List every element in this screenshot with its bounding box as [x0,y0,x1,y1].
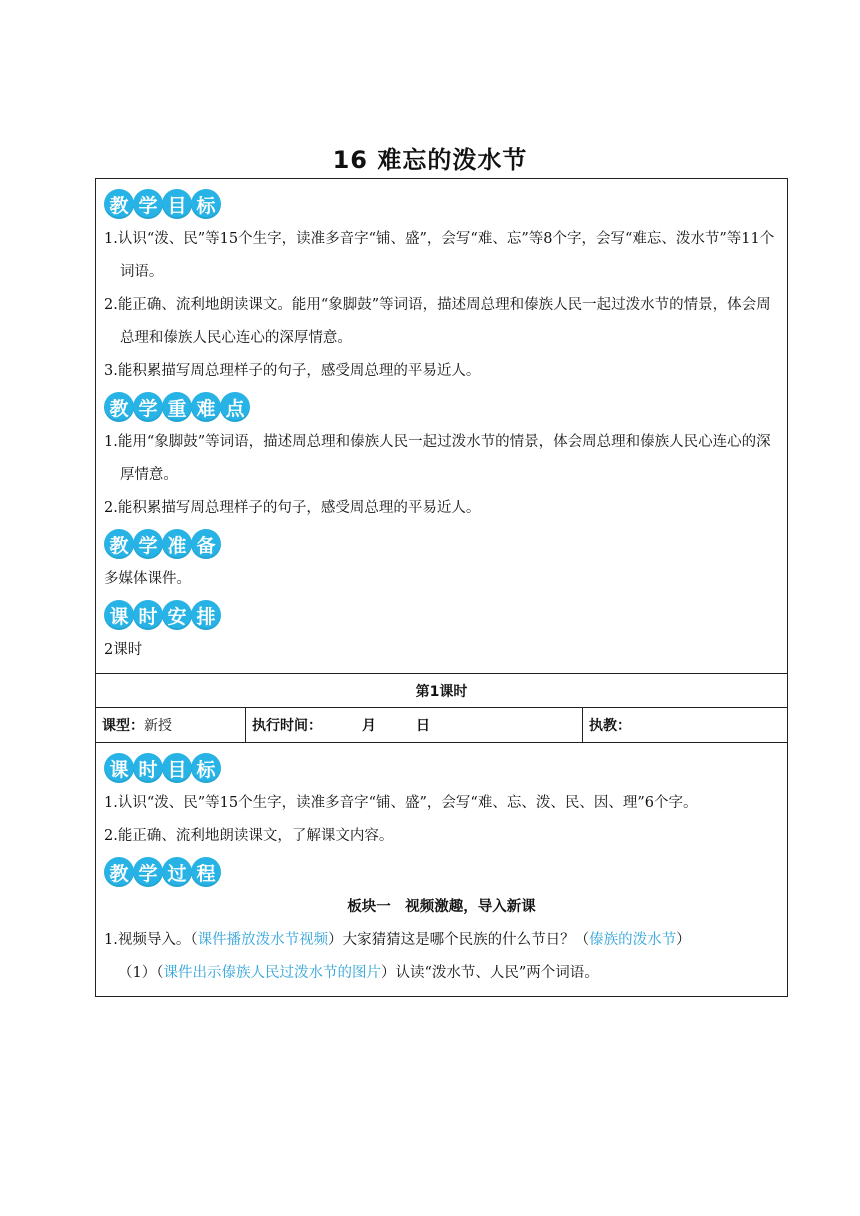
badge-preparation [104,527,779,561]
badge-character: 难 [191,392,221,422]
key-point-item: 1.能用“象脚鼓”等词语，描述周总理和傣族人民一起过泼水节的情景，体会周总理和傣族人民心连心的深厚情意。 [104,434,771,483]
badge-character: 教 [104,392,134,422]
badge-character: 标 [191,189,221,219]
schedule-text: 2课时 [104,642,143,658]
month-label: 月 [362,718,376,734]
day-label: 日 [416,718,430,734]
lesson-type-value: 新授 [144,718,172,734]
badge-character: 学 [133,189,163,219]
lesson-plan-table [95,178,788,997]
process-step-1: 1.视频导入。（课件播放泼水节视频）大家猜猜这是哪个民族的什么节日？（傣族的泼水节） [104,932,691,948]
badge-character: 标 [191,753,221,783]
lesson-goal-item: 1.认识“泼、民”等15个生字，读准多音字“铺、盛”，会写“难、忘、泼、民、因、理”6个字。 [104,795,698,811]
teacher-cell [582,708,787,742]
execution-time-cell [245,708,582,742]
badge-character: 教 [104,189,134,219]
lesson-goal-item: 2.能正确、流利地朗读课文，了解课文内容。 [104,828,394,844]
key-point-item: 2.能积累描写周总理样子的句子，感受周总理的平易近人。 [104,500,481,516]
goal-item: 2.能正确、流利地朗读课文。能用“象脚鼓”等词语，描述周总理和傣族人民一起过泼水节的情景，体会周总理和傣族人民心连心的深厚情意。 [104,297,771,346]
goal-item: 3.能积累描写周总理样子的句子，感受周总理的平易近人。 [104,363,481,379]
badge-character: 备 [191,529,221,559]
lesson-heading: 第1课时 [96,673,787,707]
goal-item: 1.认识“泼、民”等15个生字，读准多音字“铺、盛”，会写“难、忘”等8个字，会写“难忘、泼水节”等11个词语。 [104,231,775,280]
badge-character: 安 [162,600,192,630]
badge-character: 学 [133,392,163,422]
lesson-section [96,742,787,996]
badge-character: 目 [162,189,192,219]
process-step-1-1: （1）（课件出示傣族人民过泼水节的图片）认读“泼水节、人民”两个词语。 [118,965,599,981]
badge-character: 准 [162,529,192,559]
lesson-type-label: 课型： [102,718,144,734]
badge-character: 时 [133,600,163,630]
lesson-type-cell [96,708,245,742]
badge-character: 课 [104,600,134,630]
badge-character: 排 [191,600,221,630]
badge-character: 目 [162,753,192,783]
badge-character: 教 [104,529,134,559]
page-title: 16 难忘的泼水节 [332,146,528,174]
overview-section [96,179,787,673]
badge-teaching-goals [104,187,779,221]
badge-character: 过 [162,857,192,887]
badge-character: 教 [104,857,134,887]
badge-character: 课 [104,753,134,783]
badge-character: 程 [191,857,221,887]
teacher-label: 执教： [589,718,631,734]
badge-character: 重 [162,392,192,422]
lesson-meta-row [96,707,787,742]
block-title: 板块一 视频激趣，导入新课 [347,899,536,915]
badge-key-points [104,390,779,424]
badge-teaching-process [104,855,779,889]
badge-character: 学 [133,529,163,559]
badge-lesson-goals [104,751,779,785]
execution-time-label: 执行时间： [252,718,322,734]
badge-schedule [104,598,779,632]
badge-character: 时 [133,753,163,783]
badge-character: 学 [133,857,163,887]
badge-character: 点 [220,392,250,422]
preparation-text: 多媒体课件。 [104,571,191,587]
